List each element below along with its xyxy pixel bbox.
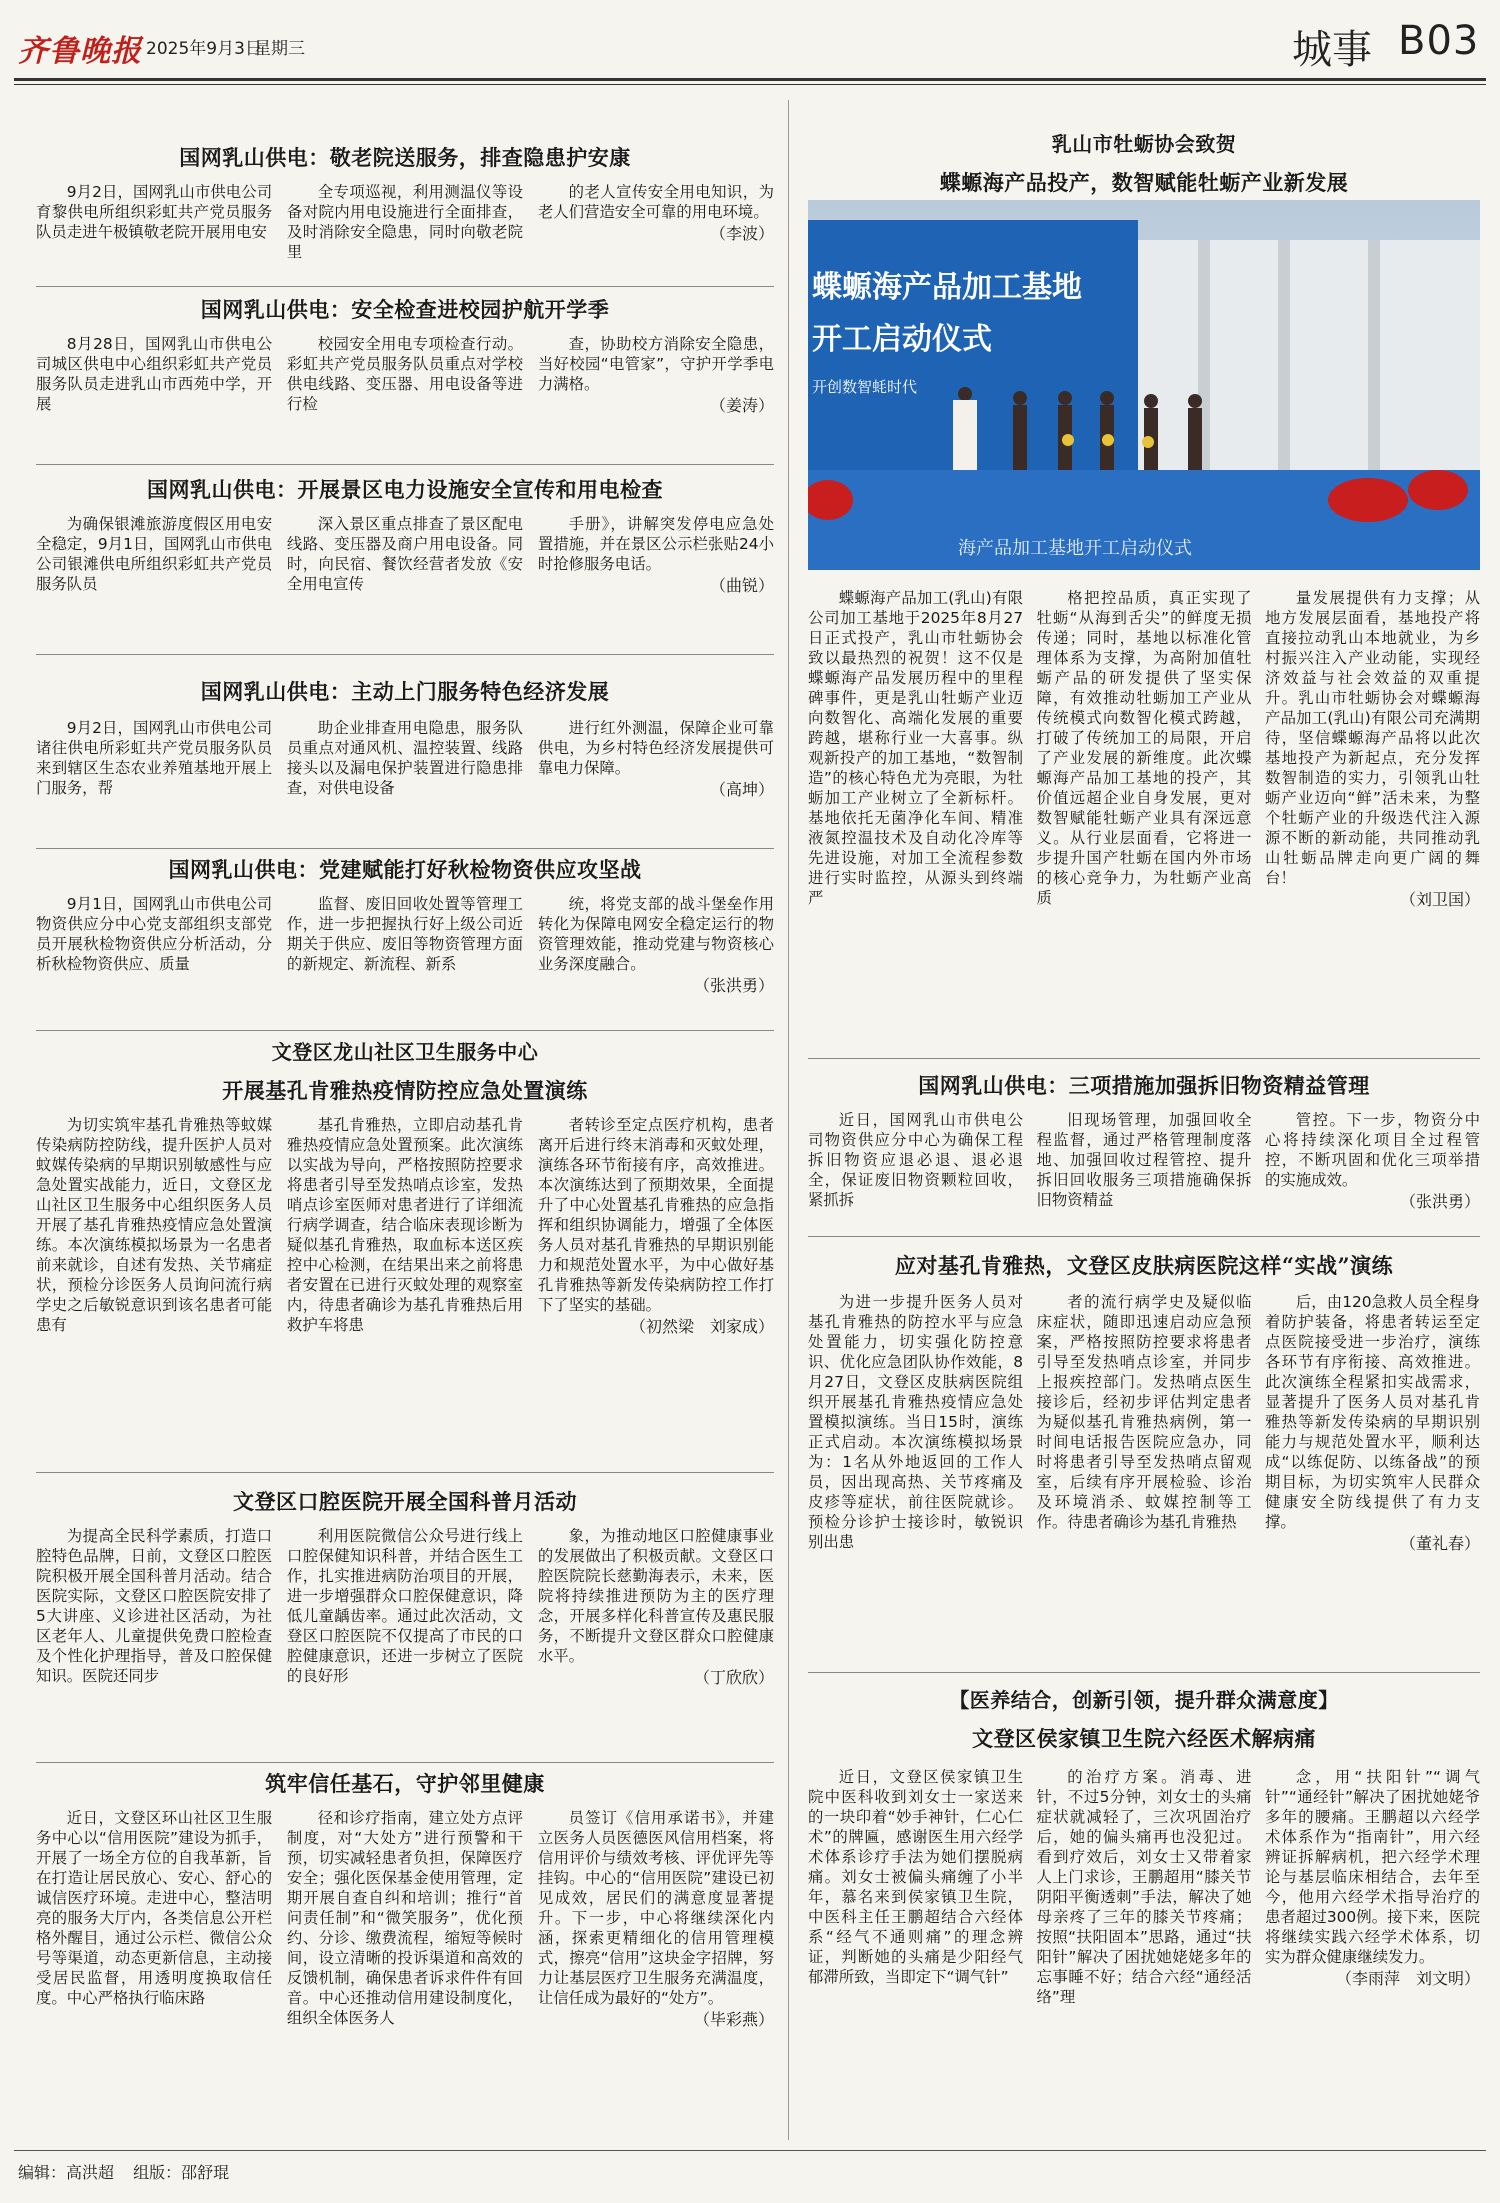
divider xyxy=(36,1030,774,1031)
byline: （张洪勇） xyxy=(693,976,774,995)
article-dental-hospital xyxy=(36,1486,774,1688)
feature-photo xyxy=(808,200,1480,570)
divider xyxy=(36,654,774,655)
article-col: 径和诊疗指南，建立处方点评制度，对“大处方”进行预警和干预，切实减轻患者负担，保障医疗安全；强化医保基金使用管理，定期开展自查自纠和培训；推行“首问责任制”和“微笑服务”，优化预约、分诊、缴费流程，缩短等候时间，设立清晰的投诉渠道和高效的反馈机制，确保患者诉求件件有回音。中心还推动信用建设制度化，组织全体医务人 xyxy=(286,1809,524,2027)
column-divider xyxy=(788,100,789,2140)
article-col: 9月1日，国网乳山市供电公司物资供应分中心党支部组织支部党员开展秋检物资供应分析活动，分析秋检物资供应、质量 xyxy=(36,895,273,973)
article-party-building xyxy=(36,854,774,996)
divider xyxy=(36,464,774,465)
article-col: 深入景区重点排查了景区配电线路、变压器及商户用电设备。同时，向民宿、餐饮经营者发放《安全用电宣传 xyxy=(286,515,524,593)
byline: （董礼春） xyxy=(1399,1534,1480,1553)
article-col: 全专项巡视，利用测温仪等设备对院内用电设施进行全面排查，及时消除安全隐患，同时向敬老院里 xyxy=(286,183,524,261)
article-col: 者转诊至定点医疗机构，患者离开后进行终末消毒和灭蚊处理，演练各环节衔接有序，高效推进。本次演练达到了预期效果，全面提升了中心处置基孔肯雅热的应急指挥和组织协调能力，增强了全体医务人员对基孔肯雅热的早期识别能力和规范处置水平，为中心做好基孔肯雅热等新发传染病防控工作打下了坚实的基础。 （初然梁 刘家成） xyxy=(537,1116,774,1336)
section-name: 城事 xyxy=(1292,27,1372,73)
byline: （初然梁 刘家成） xyxy=(629,1317,774,1336)
article-col: 为确保银滩旅游度假区用电安全稳定，9月1日，国网乳山市供电公司银滩供电所组织彩虹共产党员服务队员 xyxy=(36,515,273,593)
issue-date: 2025年9月3日 xyxy=(146,39,262,59)
article-scrap-materials xyxy=(808,1070,1480,1212)
byline: （李波） xyxy=(709,224,774,243)
feature-title: 蝶螈海产品投产，数智赋能牡蛎产业新发展 xyxy=(939,170,1349,195)
masthead xyxy=(0,0,1500,100)
feature-kicker: 乳山市牡蛎协会致贺 xyxy=(1051,132,1237,156)
article-col: 员签订《信用承诺书》，并建立医务人员医德医风信用档案，将信用评价与绩效考核、评优评先等挂钩。中心的“信用医院”建设已初见成效，居民们的满意度显著提升。下一步，中心将继续深化内涵，探索更精细化的信用管理模式，擦亮“信用”这块金字招牌，努力让基层医疗卫生服务充满温度，让信任成为最好的“处方”。 （毕彩燕） xyxy=(537,1809,774,2029)
divider xyxy=(36,848,774,849)
article-col: 利用医院微信公众号进行线上口腔保健知识科普，并结合医生工作，扎实推进病防治项目的开展，进一步增强群众口腔保健意识，降低儿童龋齿率。通过此次活动，文登区口腔医院不仅提高了市民的口腔健康意识，还进一步树立了医院的良好形 xyxy=(286,1527,524,1685)
article-col: 者的流行病学史及疑似临床症状，随即迅速启动应急预案，严格按照防控要求将患者引导至发热哨点诊室，并同步上报疾控部门。发热哨点医生接诊后，经初步评估判定患者为疑似基孔肯雅热病例，第一时间电话报告医院应急办，同时将患者引导至发热哨点留观室，后续有序开展检验、诊治及环境消杀、蚊媒控制等工作。待患者确诊为基孔肯雅热 xyxy=(1036,1293,1252,1531)
footer-credits xyxy=(18,2160,243,2183)
byline: （李雨萍 刘文明） xyxy=(1335,1969,1480,1988)
article-col: 为进一步提升医务人员对基孔肯雅热的防控水平与应急处置能力，切实强化防控意识、优化应急团队协作效能，8月27日，文登区皮肤病医院组织开展基孔肯雅热疫情应急处置模拟演练。当日15时，演练正式启动。本次演练模拟场景为：1名从外地返回的工作人员，因出现高热、关节疼痛及皮疹等症状，前往医院就诊。预检分诊护士接诊时，敏锐识别出患 xyxy=(808,1293,1024,1551)
article-title: 国网乳山供电：安全检查进校园护航开学季 xyxy=(200,297,610,322)
article-col: 管控。下一步，物资分中心将持续深化项目全过程管控，不断巩固和优化三项举措的实施成效。 （张洪勇） xyxy=(1264,1111,1480,1211)
article-title: 国网乳山供电：开展景区电力设施安全宣传和用电检查 xyxy=(147,477,663,502)
divider xyxy=(808,1672,1480,1673)
article-col: 9月2日，国网乳山市供电公司诸往供电所彩虹共产党员服务队员来到辖区生态农业养殖基地开展上门服务，帮 xyxy=(36,719,273,797)
byline: （刘卫国） xyxy=(1399,890,1480,909)
article-col: 的治疗方案。消毒、进针，不过5分钟，刘女士的头痛症状就减轻了，三次巩固治疗后，她的偏头痛再也没犯过。看到疗效后，刘女士又带着家人上门求诊，王鹏超用“膝关节阴阳平衡透刺”手法，解决了她母亲疼了三年的膝关节疼痛；按照“扶阳固本”思路，通过“扶阳针”解决了困扰她姥姥多年的忘事睡不好；结合六经“通经活络”理 xyxy=(1036,1768,1252,2006)
article-col: 的老人宣传安全用电知识，为老人们营造安全可靠的用电环境。 （李波） xyxy=(537,183,774,243)
feature-oyster xyxy=(808,128,1480,197)
article-title: 国网乳山供电：党建赋能打好秋检物资供应攻坚战 xyxy=(168,857,642,882)
byline: （高坤） xyxy=(709,780,774,799)
article-elderly-home xyxy=(36,142,774,262)
byline: （丁欣欣） xyxy=(693,1668,774,1687)
article-col: 基孔肯雅热，立即启动基孔肯雅热疫情应急处置预案。此次演练以实战为导向，严格按照防控要求将患者引导至发热哨点诊室，发热哨点诊室医师对患者进行了详细流行病学调查，结合临床表现诊断为疑似基孔肯雅热，取血标本送区疾控中心检测，在结果出来之前将患者安置在已进行灭蚊处理的观察室内，待患者确诊为基孔肯雅热后用救护车将患 xyxy=(286,1116,524,1334)
article-col: 手册》，讲解突发停电应急处置措施，并在景区公示栏张贴24小时抢修服务电话。 （曲锐） xyxy=(537,515,774,595)
article-col: 8月28日，国网乳山市供电公司城区供电中心组织彩虹共产党员服务队员走进乳山市西苑中学，开展 xyxy=(36,335,273,413)
divider xyxy=(36,286,774,287)
photo-sign-line2: 开工启动仪式 xyxy=(812,322,992,357)
divider xyxy=(808,1236,1480,1237)
article-col: 近日，文登区侯家镇卫生院中医科收到刘女士一家送来的一块印着“妙手神针，仁心仁术”的牌匾，感谢医生用六经学术体系诊疗手法为她们摆脱病痛。刘女士被偏头痛缠了小半年，慕名来到侯家镇卫生院，中医科主任王鹏超结合六经体系“经气不通则痛”的理念辨证，判断她的头痛是少阳经气郁滞所致，当即定下“调气针” xyxy=(808,1768,1024,1986)
issue-weekday: 星期三 xyxy=(254,39,305,59)
article-col: 近日，文登区环山社区卫生服务中心以“信用医院”建设为抓手，开展了一场全方位的自我革新，旨在打造让居民放心、安心、舒心的诚信医疗环境。走进中心，整洁明亮的服务大厅内，各类信息公开栏格外醒目，通过公示栏、微信公众号等渠道，动态更新信息，主动接受居民监督，用透明度换取信任度。中心严格执行临床路 xyxy=(36,1809,273,2007)
article-col: 统，将党支部的战斗堡垒作用转化为保障电网安全稳定运行的物资管理效能，推动党建与物资核心业务深度融合。 （张洪勇） xyxy=(537,895,774,995)
article-school-check xyxy=(36,294,774,416)
article-col: 格把控品质，真正实现了牡蛎“从海到舌尖”的鲜度无损传递；同时，基地以标准化管理体系为支撑，为高附加值牡蛎产品的研发提供了坚实保障，有效推动牡蛎加工产业从传统模式向数智化模式跨越，打破了传统加工的局限，开启了产业发展的新维度。此次蝶螈海产品加工基地的投产，其价值远超企业自身发展，更对数智赋能牡蛎产业具有深远意义。从行业层面看，它将进一步提升国产牡蛎在国内外市场的核心竞争力，为牡蛎产业高质 xyxy=(1036,589,1252,907)
article-col: 监督、废旧回收处置等管理工作，进一步把握执行好上级公司近期关于供应、废旧等物资管理方面的新规定、新流程、新系 xyxy=(286,895,524,973)
article-title: 开展基孔肯雅热疫情防控应急处置演练 xyxy=(222,1078,588,1103)
article-six-meridians xyxy=(808,1684,1480,2007)
article-title: 文登区侯家镇卫生院六经医术解病痛 xyxy=(972,1726,1316,1751)
masthead-rule xyxy=(14,78,1486,81)
article-col: 蝶螈海产品加工(乳山)有限公司加工基地于2025年8月27日正式投产，乳山市牡蛎协会致以最热烈的祝贺！这不仅是蝶螈海产品发展历程中的里程碑事件，更是乳山牡蛎产业迈向数智化、高端化发展的重要跨越，堪称行业一大喜事。纵观新投产的加工基地，“数智制造”的核心特色尤为亮眼，为牡蛎加工产业树立了全新标杆。基地依托无菌净化车间、精准液氮控温技术及自动化冷库等先进设施，对加工全流程参数进行实时监控，从源头到终端严 xyxy=(808,589,1024,907)
photo-sign-line3: 开创数智蚝时代 xyxy=(812,378,918,396)
byline: （张洪勇） xyxy=(1399,1192,1480,1211)
article-skin-hospital-drill xyxy=(808,1250,1480,1554)
article-chikungunya-drill xyxy=(36,1036,774,1337)
article-col: 象，为推动地区口腔健康事业的发展做出了积极贡献。文登区口腔医院院长慈勤海表示，未来，医院将持续推进预防为主的医疗理念，开展多样化科普宣传及惠民服务，不断提升文登区群众口腔健康水平。 （丁欣欣） xyxy=(537,1527,774,1687)
article-col: 查，协助校方消除安全隐患，当好校园“电管家”，守护开学季电力满格。 （姜涛） xyxy=(537,335,774,415)
article-trust-hospital xyxy=(36,1768,774,2030)
article-kicker: 【医养结合，创新引领，提升群众满意度】 xyxy=(949,1688,1339,1712)
article-scenic-area xyxy=(36,474,774,596)
article-col: 为提高全民科学素质，打造口腔特色品牌，日前，文登区口腔医院积极开展全国科普月活动。结合医院实际，文登区口腔医院安排了5大讲座、义诊进社区活动，为社区老年人、儿童提供免费口腔检查及个性化护理指导，普及口腔保健知识。医院还同步 xyxy=(36,1527,273,1685)
divider xyxy=(36,1472,774,1473)
photo-sign-line4: 海产品加工基地开工启动仪式 xyxy=(958,538,1192,559)
article-kicker: 文登区龙山社区卫生服务中心 xyxy=(271,1040,539,1064)
article-local-economy xyxy=(36,676,774,800)
layout-credit: 组版：邵舒琨 xyxy=(133,2163,230,2182)
editor-credit: 编辑：高洪超 xyxy=(18,2163,115,2182)
article-col: 进行红外测温，保障企业可靠供电，为乡村特色经济发展提供可靠电力保障。 （高坤） xyxy=(537,719,774,799)
byline: （曲锐） xyxy=(709,576,774,595)
article-title: 国网乳山供电：敬老院送服务，排查隐患护安康 xyxy=(179,145,631,170)
photo-sign-line1: 蝶螈海产品加工基地 xyxy=(812,270,1082,305)
newspaper-logo: 齐鲁晚报 xyxy=(18,34,142,69)
article-col: 助企业排查用电隐患，服务队员重点对通风机、温控装置、线路接头以及漏电保护装置进行隐患排查，对供电设备 xyxy=(286,719,524,797)
article-title: 国网乳山供电：主动上门服务特色经济发展 xyxy=(200,679,610,704)
article-title: 应对基孔肯雅热，文登区皮肤病医院这样“实战”演练 xyxy=(894,1253,1394,1278)
article-title: 文登区口腔医院开展全国科普月活动 xyxy=(233,1489,577,1514)
article-col: 校园安全用电专项检查行动。彩虹共产党员服务队员重点对学校供电线路、变压器、用电设备等进行检 xyxy=(286,335,524,413)
masthead-rule-thin xyxy=(14,84,1486,85)
divider xyxy=(808,1058,1480,1059)
divider xyxy=(36,1762,774,1763)
article-col: 为切实筑牢基孔肯雅热等蚊媒传染病防控防线，提升医护人员对蚊媒传染病的早期识别敏感性与应急处置实战能力，近日，文登区龙山社区卫生服务中心组织医务人员开展了基孔肯雅热疫情应急处置演练。本次演练模拟场景为一名患者前来就诊，自述有发热、关节痛症状，预检分诊医务人员询问流行病学史之后敏锐意识到该名患者可能患有 xyxy=(36,1116,273,1334)
byline: （姜涛） xyxy=(709,396,774,415)
article-title: 筑牢信任基石，守护邻里健康 xyxy=(265,1771,545,1796)
page-number: B03 xyxy=(1398,18,1480,64)
article-col: 量发展提供有力支撑；从地方发展层面看，基地投产将直接拉动乳山本地就业，为乡村振兴注入产业动能，实现经济效益与社会效益的双重提升。乳山市牡蛎协会对蝶螈海产品加工(乳山)有限公司充满期待，坚信蝶螈海产品将以此次基地投产为新起点，充分发挥数智制造的实力，引领乳山牡蛎产业迈向“鲜”活未来，为整个牡蛎产业的升级迭代注入源源不断的新动能，共同推动乳山牡蛎品牌走向更广阔的舞台！ （刘卫国） xyxy=(1264,589,1480,909)
footer-rule xyxy=(14,2150,1486,2151)
byline: （毕彩燕） xyxy=(693,2010,774,2029)
article-col: 9月2日，国网乳山市供电公司育黎供电所组织彩虹共产党员服务队员走进午极镇敬老院开展用电安 xyxy=(36,183,273,241)
article-title: 国网乳山供电：三项措施加强拆旧物资精益管理 xyxy=(918,1073,1370,1098)
article-col: 近日，国网乳山市供电公司物资供应分中心为确保工程拆旧物资应退必退、退必退全，保证废旧物资颗粒回收，紧抓拆 xyxy=(808,1111,1024,1209)
article-col: 后，由120急救人员全程身着防护装备，将患者转运至定点医院接受进一步治疗，演练各环节有序衔接、高效推进。此次演练全程紧扣实战需求，显著提升了医务人员对基孔肯雅热等新发传染病的早期识别能力与规范处置水平，顺利达成“以练促防、以练备战”的预期目标，为切实筑牢人民群众健康安全防线提供了有力支撑。 （董礼春） xyxy=(1264,1293,1480,1553)
feature-body xyxy=(808,588,1480,910)
article-col: 念，用“扶阳针”“调气针”“通经针”解决了困扰她姥爷多年的腰痛。王鹏超以六经学术体系作为“指南针”，用六经辨证拆解病机，把六经学术理论与基层临床相结合，去年至今，他用六经学术指导治疗的患者超过300例。接下来，医院将继续实践六经学术体系，切实为群众健康继续发力。 （李雨萍 刘文明） xyxy=(1264,1768,1480,1988)
article-col: 旧现场管理，加强回收全程监督，通过严格管理制度落地、加强回收过程管控、提升拆旧回收服务三项措施确保拆旧物资精益 xyxy=(1036,1111,1252,1209)
